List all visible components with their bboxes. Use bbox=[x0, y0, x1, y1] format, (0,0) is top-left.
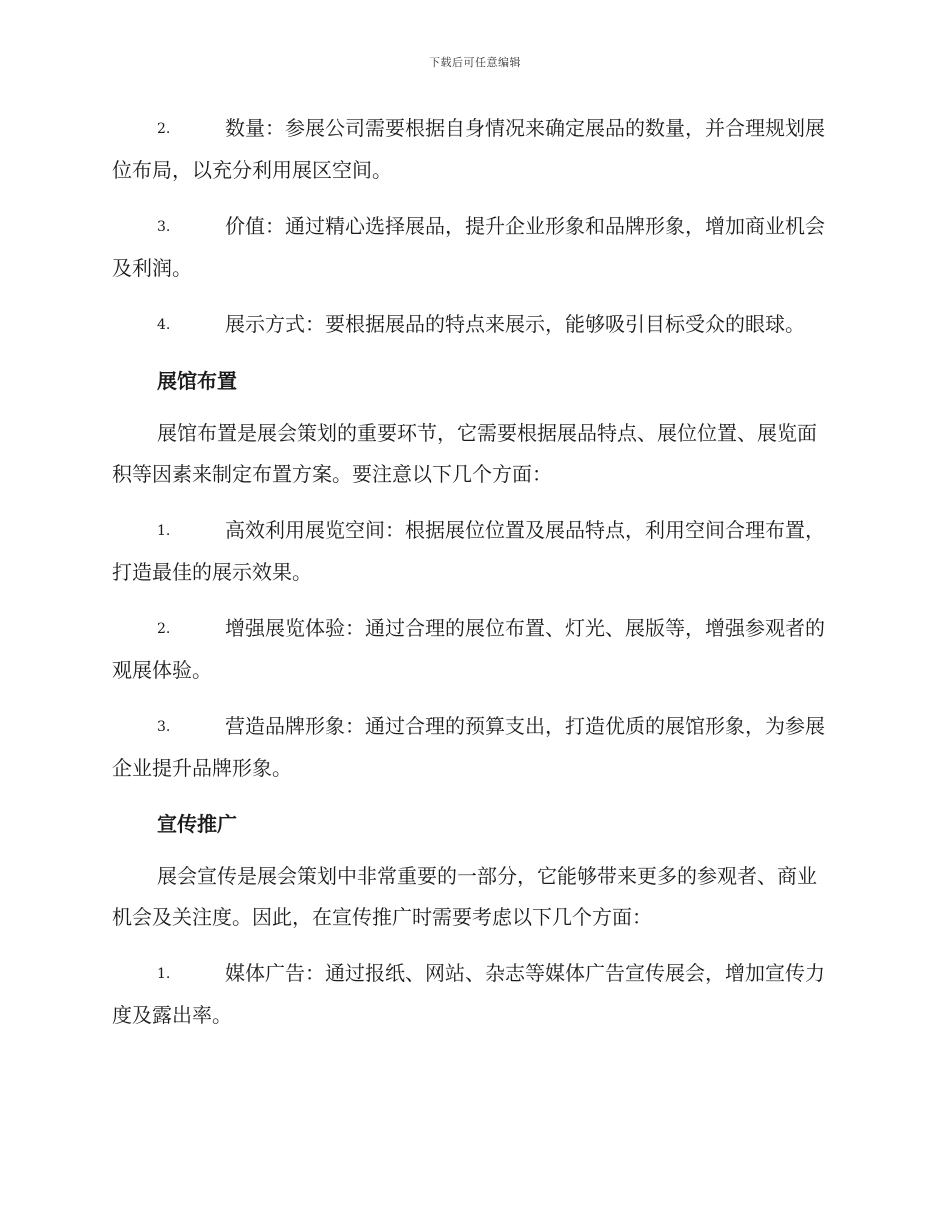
section-heading: 宣传推广 bbox=[157, 812, 237, 836]
list-number: 1. bbox=[157, 523, 171, 539]
page-header: 下载后可任意编辑 bbox=[429, 56, 521, 69]
list-item-text: 媒体广告：通过报纸、网站、杂志等媒体广告宣传展会，增加宣传力度及露出率。 bbox=[112, 961, 825, 1027]
list-item bbox=[112, 304, 836, 346]
list-item bbox=[112, 108, 836, 191]
section-heading: 展馆布置 bbox=[157, 369, 237, 393]
document-body bbox=[112, 108, 836, 1051]
list-item-text: 数量：参展公司需要根据自身情况来确定展品的数量，并合理规划展位布局，以充分利用展区空间。 bbox=[112, 116, 825, 182]
list-number: 2. bbox=[157, 621, 171, 637]
list-item bbox=[112, 953, 836, 1036]
list-item bbox=[112, 706, 836, 789]
list-number: 2. bbox=[157, 121, 171, 137]
list-item-text: 价值：通过精心选择展品，提升企业形象和品牌形象，增加商业机会及利润。 bbox=[112, 214, 825, 280]
list-item-text: 展示方式：要根据展品的特点来展示，能够吸引目标受众的眼球。 bbox=[225, 312, 805, 336]
list-item-text: 营造品牌形象：通过合理的预算支出，打造优质的展馆形象，为参展企业提升品牌形象。 bbox=[112, 714, 825, 780]
list-number: 4. bbox=[157, 317, 171, 333]
list-item bbox=[112, 206, 836, 289]
list-item bbox=[112, 608, 836, 691]
list-number: 3. bbox=[157, 719, 171, 735]
list-number: 3. bbox=[157, 219, 171, 235]
list-item-text: 高效利用展览空间：根据展位位置及展品特点，利用空间合理布置，打造最佳的展示效果。 bbox=[112, 518, 825, 584]
list-number: 1. bbox=[157, 966, 171, 982]
body-paragraph: 展馆布置是展会策划的重要环节，它需要根据展品特点、展位位置、展览面积等因素来制定布置方案。要注意以下几个方面： bbox=[112, 421, 817, 486]
list-item bbox=[112, 510, 836, 593]
list-item-text: 增强展览体验：通过合理的展位布置、灯光、展版等，增强参观者的观展体验。 bbox=[112, 616, 825, 682]
body-paragraph: 展会宣传是展会策划中非常重要的一部分，它能够带来更多的参观者、商业机会及关注度。因此，在宣传推广时需要考虑以下几个方面： bbox=[112, 864, 817, 929]
